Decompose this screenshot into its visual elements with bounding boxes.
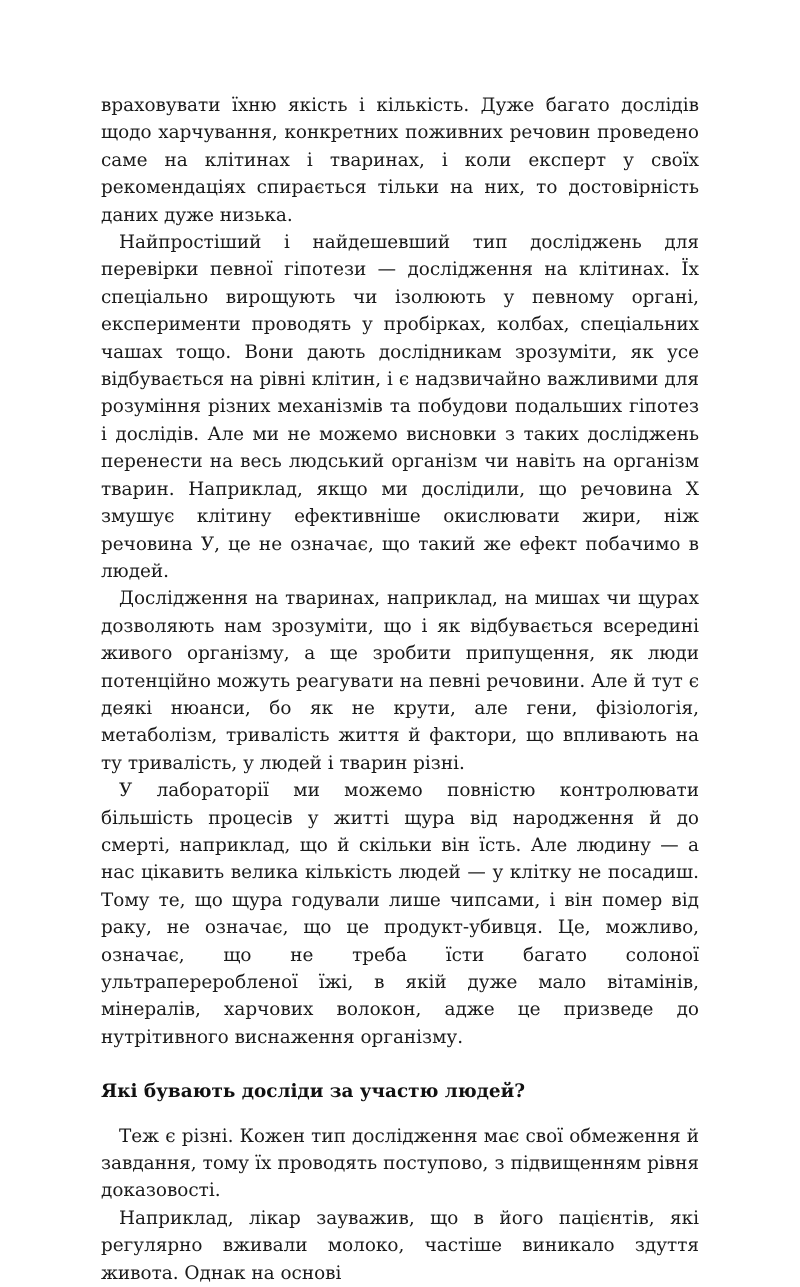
paragraph-example: Наприклад, лікар зауважив, що в його пацієнтів, які регулярно вживали молоко, частіше виникало здуття живота. Однак на основі (101, 1207, 699, 1284)
section-heading: Які бувають досліди за участю людей? (101, 1081, 525, 1103)
page-body (101, 92, 699, 1287)
paragraph-cell-studies: Найпростіший і найдешевший тип досліджень для перевірки певної гіпотези — дослідження на клітинах. Їх спеціально вирощують чи ізолюють у певному органі, експерименти проводять у пробірках, колбах, спеціальних чашах тощо. Вони дають дослідникам зрозуміти, як усе відбувається на рівні клітин, і є надзвичайно важливими для розуміння різних механізмів та побудови подальших гіпотез і дослідів. Але ми не можемо висновки з таких досліджень перенести на весь людський організм чи навіть на організм тварин. Наприклад, якщо ми дослідили, що речовина Х змушує клітину ефективніше окислювати жири, ніж речовина У, це не означає, що такий же ефект побачимо в людей. (101, 232, 699, 582)
paragraph-continuation: враховувати їхню якість і кількість. Дуже багато дослідів щодо харчування, конкретних поживних речовин проведено саме на клітинах і тваринах, і коли експерт у своїх рекомендаціях спирається тільки на них, то достовірність даних дуже низька. (101, 95, 699, 226)
paragraph-laboratory: У лабораторії ми можемо повністю контролювати більшість процесів у житті щура від народження й до смерті, наприклад, що й скільки він їсть. Але людину — а нас цікавить велика кількість людей — у клітку не посадиш. Тому те, що щура годували лише чипсами, і він помер від раку, не означає, що це продукт-убивця. Це, можливо, означає, що не треба їсти багато солоної ультрапереробленої їжі, в якій дуже мало вітамінів, мінералів, харчових волокон, адже це призведе до нутрітивного виснаження організму. (101, 780, 699, 1048)
paragraph-animal-studies: Дослідження на тваринах, наприклад, на мишах чи щурах дозволяють нам зрозуміти, що і як відбувається всередині живого організму, а ще зробити припущення, як люди потенційно можуть реагувати на певні речовини. Але й тут є деякі нюанси, бо як не крути, але гени, фізіологія, метаболізм, тривалість життя й фактори, що впливають на ту тривалість, у людей і тварин різні. (101, 588, 699, 774)
paragraph-types: Теж є різні. Кожен тип дослідження має свої обмеження й завдання, тому їх проводять поступово, з підвищенням рівня доказовості. (101, 1125, 699, 1202)
